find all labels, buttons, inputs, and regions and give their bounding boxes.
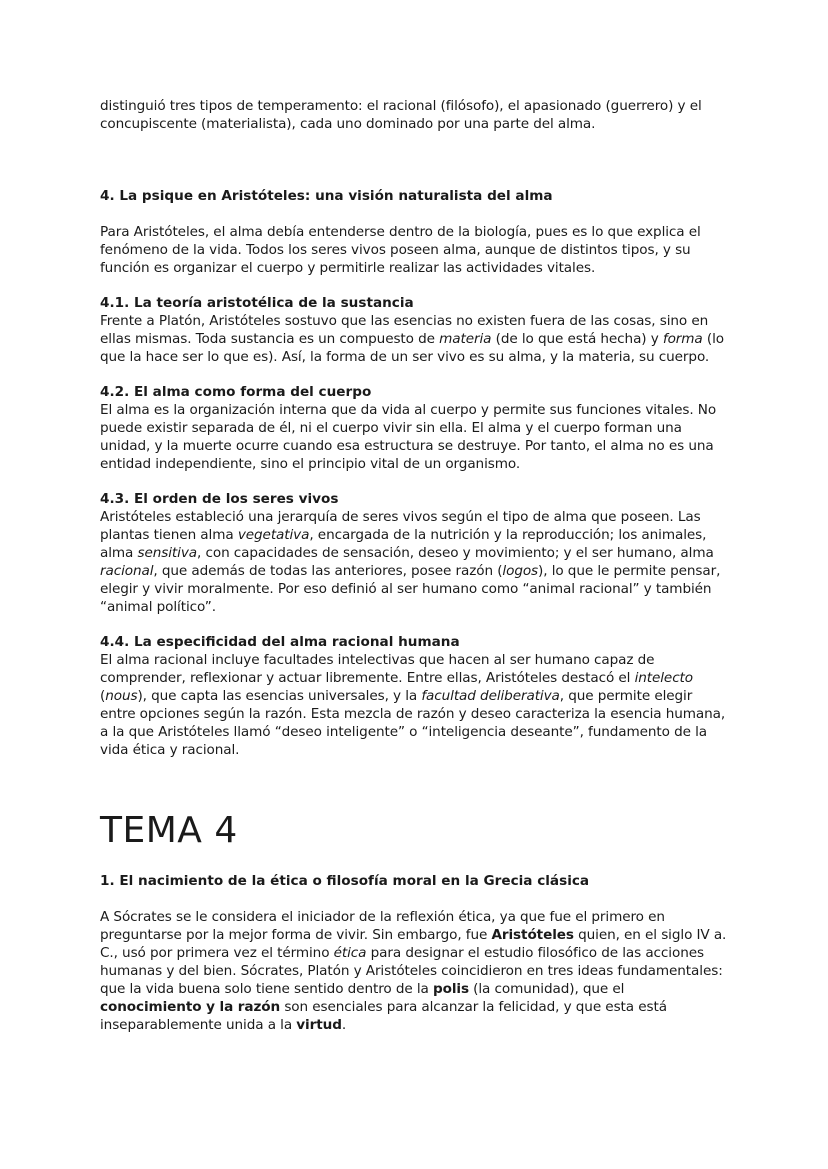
subsection-4-1 [100,294,730,366]
subsection-4-2 [100,383,730,473]
subsection-4-1-text: Frente a Platón, Aristóteles sostuvo que las esencias no existen fuera de las cosas, sino en ellas mismas. Toda sustancia es un compuesto de materia (de lo que está hecha) y forma (lo que la hace ser lo que es). Así, la forma de un ser vivo es su alma, y la materia, su cuerpo. [100,313,724,365]
document-page [100,97,730,1034]
tema-4-section-1-title: 1. El nacimiento de la ética o filosofía moral en la Grecia clásica [100,873,590,889]
subsection-4-2-title: 4.2. El alma como forma del cuerpo [100,384,372,400]
subsection-4-4-title: 4.4. La especificidad del alma racional humana [100,634,460,650]
tema-4-section-1-text: A Sócrates se le considera el iniciador de la reflexión ética, ya que fue el primero en preguntarse por la mejor forma de vivir. Sin embargo, fue Aristóteles quien, en el siglo IV a. C., usó por primera vez el término ética para designar el estudio filosófico de las acciones humanas y del bien. Sócrates, Platón y Aristóteles coincidieron en tres ideas fundamentales: que la vida buena solo tiene sentido dentro de la polis (la comunidad), que el conocimiento y la razón son esenciales para alcanzar la felicidad, y que esta está inseparablemente unida a la virtud. [100,909,727,1033]
subsection-4-1-title: 4.1. La teoría aristotélica de la sustancia [100,295,414,311]
subsection-4-3 [100,490,730,616]
section-4-intro: Para Aristóteles, el alma debía entenderse dentro de la biología, pues es lo que explica el fenómeno de la vida. Todos los seres vivos poseen alma, aunque de distintos tipos, y su función es organizar el cuerpo y permitirle realizar las actividades vitales. [100,224,701,276]
subsection-4-3-text: Aristóteles estableció una jerarquía de seres vivos según el tipo de alma que poseen. Las plantas tienen alma vegetativa, encargada de la nutrición y la reproducción; los animales, alma sensitiva, con capacidades de sensación, deseo y movimiento; y el ser humano, alma racional, que además de todas las anteriores, posee razón (logos), lo que le permite pensar, elegir y vivir moralmente. Por eso definió al ser humano como “animal racional” y también “animal político”. [100,509,721,615]
intro-paragraph: distinguió tres tipos de temperamento: el racional (filósofo), el apasionado (guerrero) y el concupiscente (materialista), cada uno dominado por una parte del alma. [100,98,702,132]
tema-4-heading: TEMA 4 [100,810,238,851]
subsection-4-3-title: 4.3. El orden de los seres vivos [100,491,339,507]
subsection-4-4-text: El alma racional incluye facultades intelectivas que hacen al ser humano capaz de comprender, reflexionar y actuar libremente. Entre ellas, Aristóteles destacó el intelecto (nous), que capta las esencias universales, y la facultad deliberativa, que permite elegir entre opciones según la razón. Esta mezcla de razón y deseo caracteriza la esencia humana, a la que Aristóteles llamó “deseo inteligente” o “inteligencia deseante”, fundamento de la vida ética y racional. [100,652,726,758]
subsection-4-2-text: El alma es la organización interna que da vida al cuerpo y permite sus funciones vitales. No puede existir separada de él, ni el cuerpo vivir sin ella. El alma y el cuerpo forman una unidad, y la muerte ocurre cuando esa estructura se destruye. Por tanto, el alma no es una entidad independiente, sino el principio vital de un organismo. [100,402,717,472]
subsection-4-4 [100,633,730,759]
section-4-title: 4. La psique en Aristóteles: una visión naturalista del alma [100,188,553,204]
